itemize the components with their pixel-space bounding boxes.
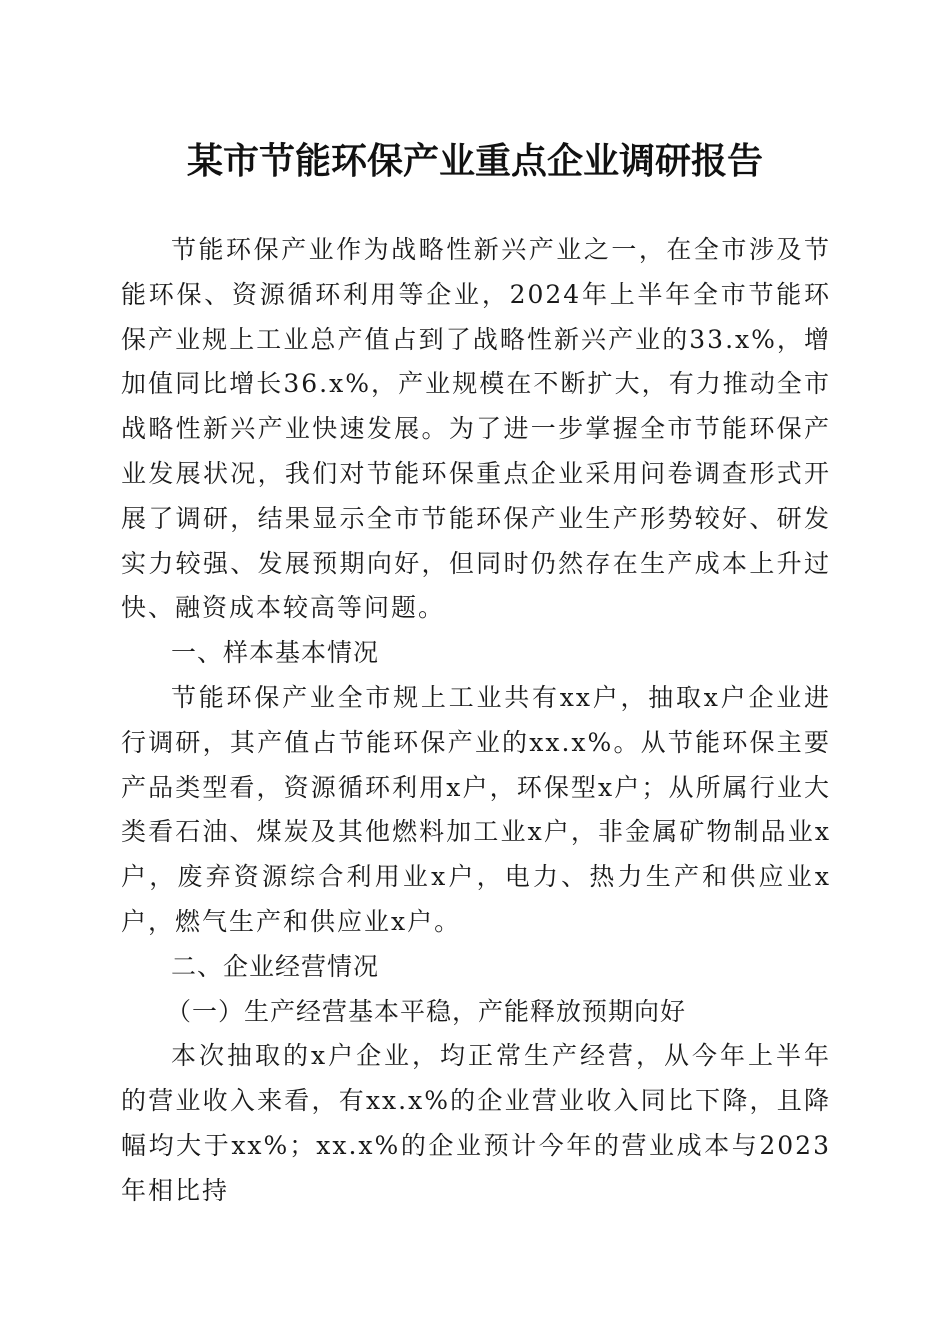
section-2-heading: 二、企业经营情况 bbox=[171, 951, 380, 981]
section-1-paragraph: 节能环保产业全市规上工业共有xx户，抽取x户企业进行调研，其产值占节能环保产业的xx.x%。从节能环保主要产品类型看，资源循环利用x户，环保型x户；从所属行业大类看石油、煤炭及其他燃料加工业x户，非金属矿物制品业x户，废弃资源综合利用业x户，电力、热力生产和供应业x户，燃气生产和供应业x户。 bbox=[121, 682, 831, 936]
subsection-1-heading: （一）生产经营基本平稳，产能释放预期向好 bbox=[166, 996, 687, 1026]
subsection-1-paragraph: 本次抽取的x户企业，均正常生产经营，从今年上半年的营业收入来看，有xx.x%的企业营业收入同比下降，且降幅均大于xx%；xx.x%的企业预计今年的营业成本与2023年相比持 bbox=[121, 1041, 831, 1205]
page-title: 某市节能环保产业重点企业调研报告 bbox=[186, 140, 763, 182]
document-body bbox=[121, 228, 831, 1214]
section-1-heading: 一、样本基本情况 bbox=[171, 638, 380, 668]
intro-paragraph: 节能环保产业作为战略性新兴产业之一，在全市涉及节能环保、资源循环利用等企业，2024年上半年全市节能环保产业规上工业总产值占到了战略性新兴产业的33.x%，增加值同比增长36.x%，产业规模在不断扩大，有力推动全市战略性新兴产业快速发展。为了进一步掌握全市节能环保产业发展状况，我们对节能环保重点企业采用问卷调查形式开展了调研，结果显示全市节能环保产业生产形势较好、研发实力较强、发展预期向好，但同时仍然存在生产成本上升过快、融资成本较高等问题。 bbox=[121, 235, 831, 623]
